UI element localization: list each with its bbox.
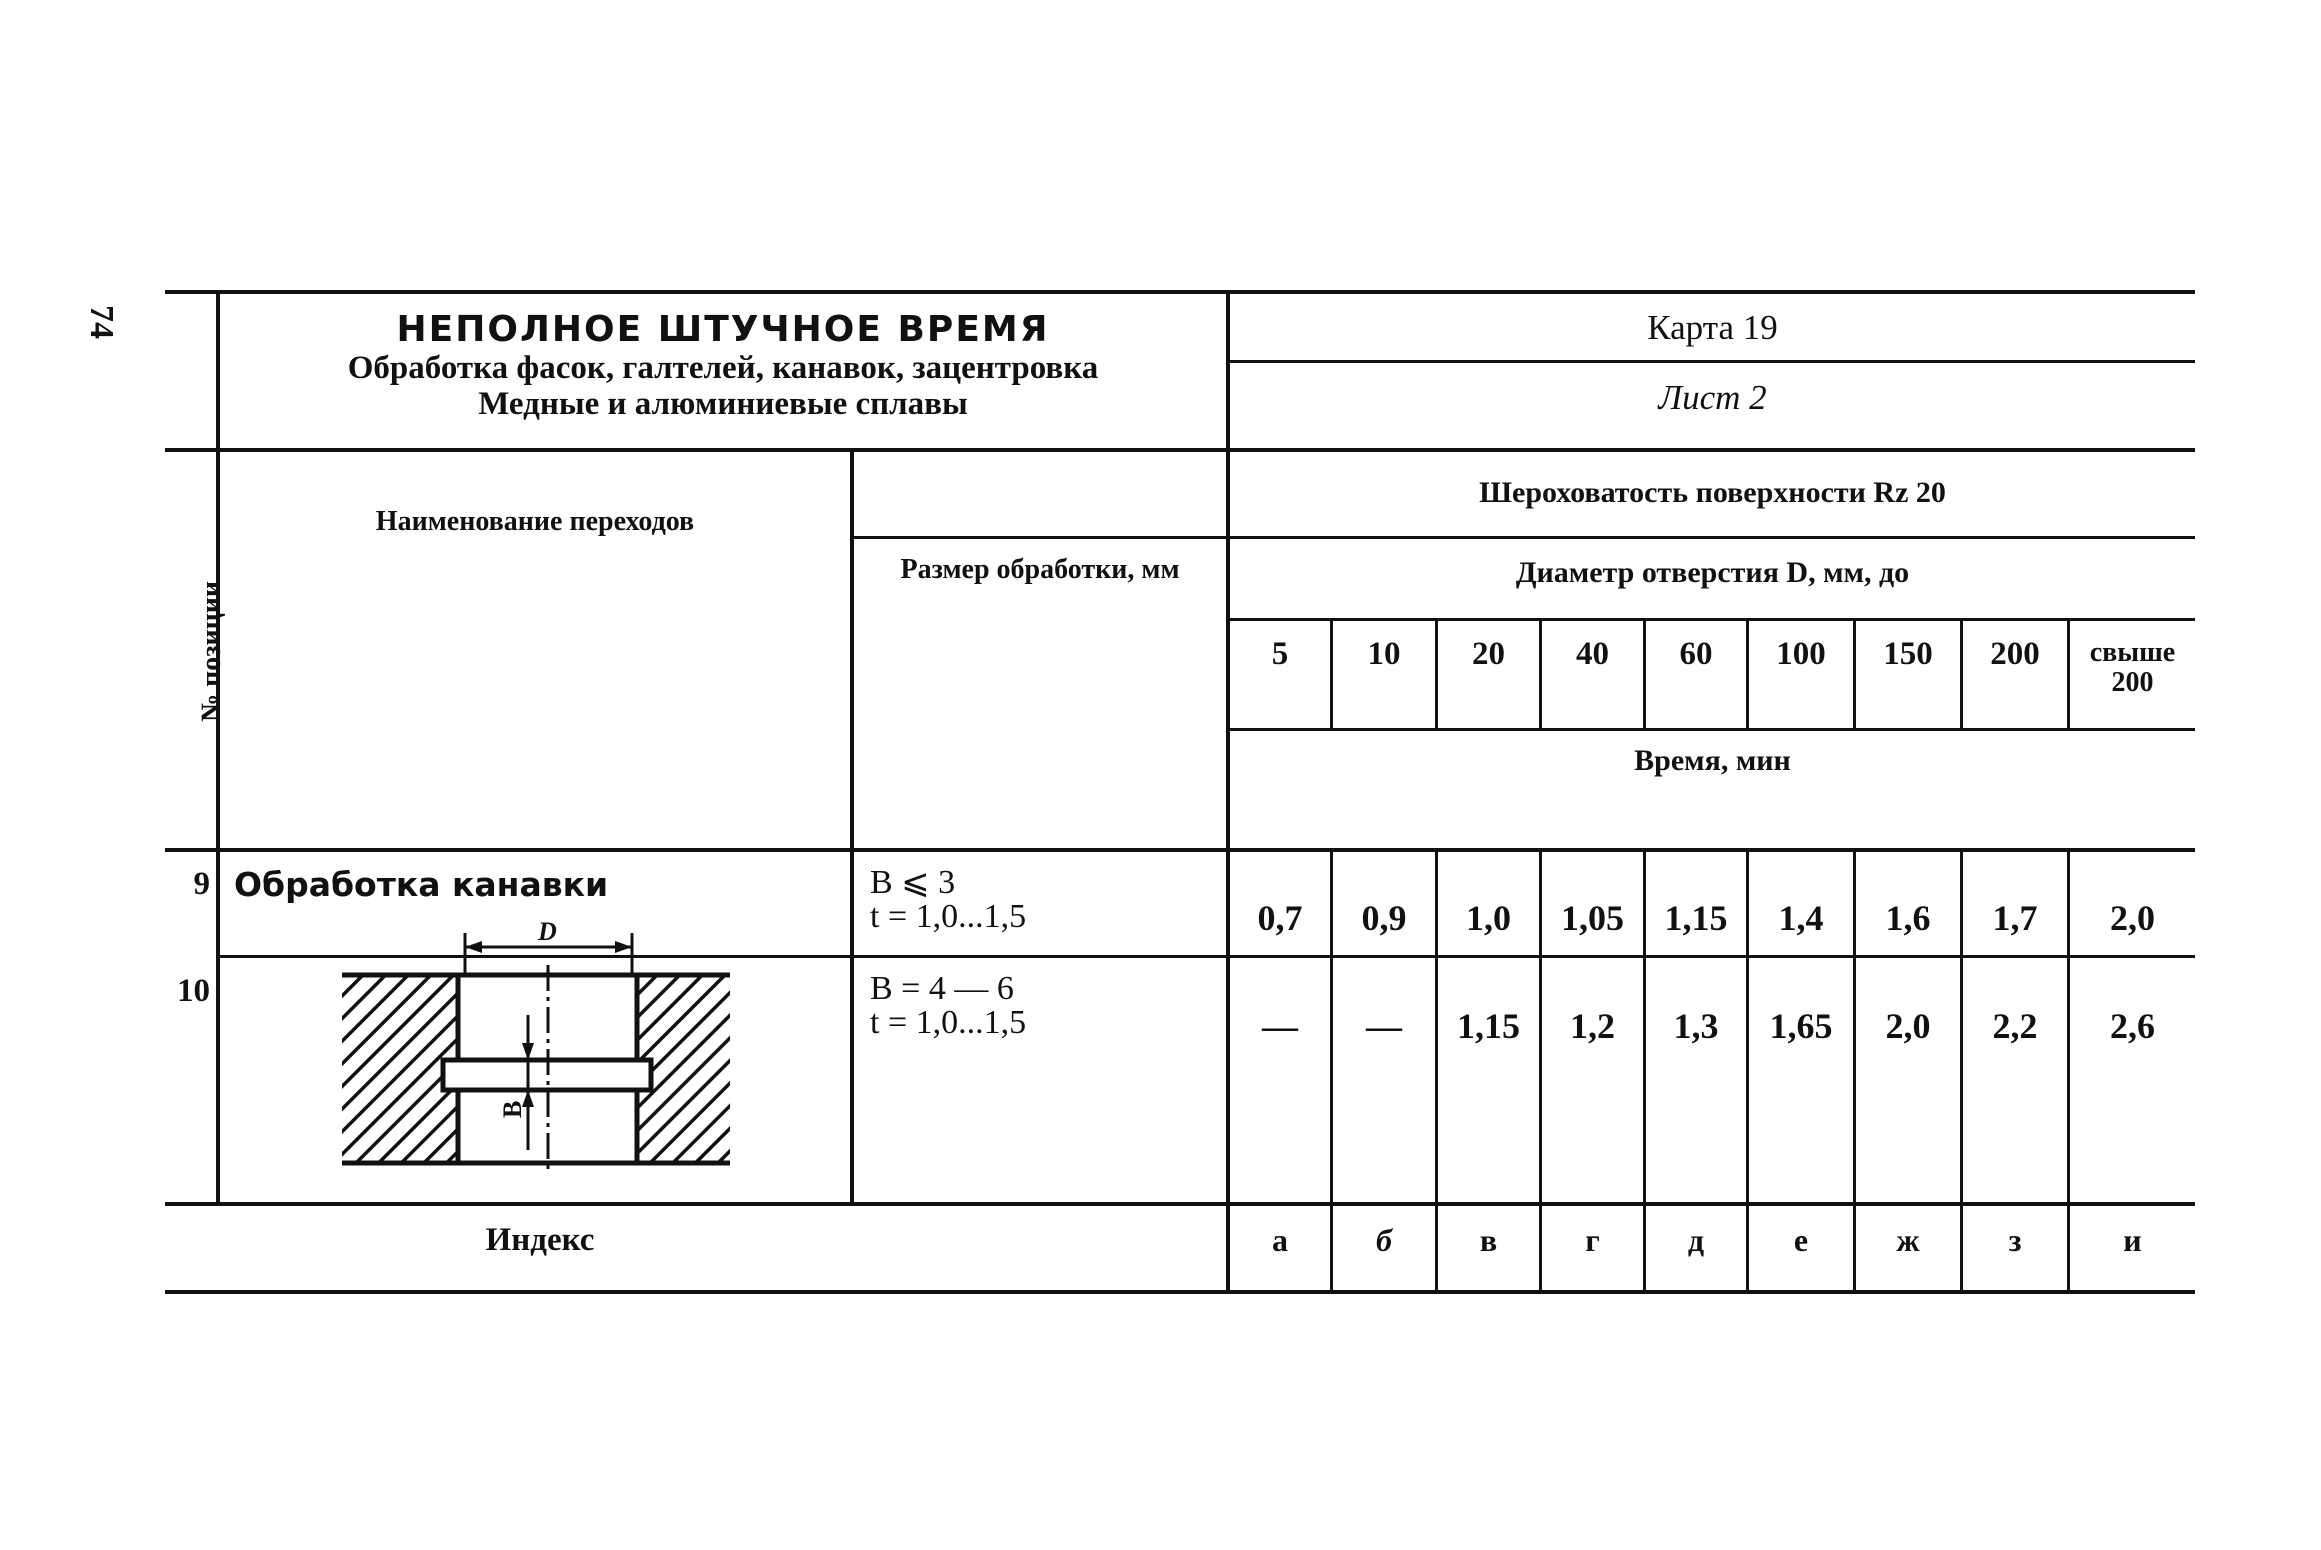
diameter-header: свыше 200 [2089,637,2176,698]
row-9-name: Обработка канавки [234,865,609,904]
index-letter: е [1793,1222,1809,1258]
diameter-header: 100 [1776,636,1826,672]
diameter-header: 200 [1990,636,2040,672]
table-cell: 1,2 [1570,1006,1615,1046]
diameter-header: 10 [1367,636,1401,672]
index-letter: в [1479,1222,1498,1258]
row-10-size-line-2: t = 1,0...1,5 [870,1004,1027,1041]
table-cell: 2,0 [1885,1006,1931,1046]
table-cell: 1,15 [1664,898,1728,938]
header-subtitle-2: Медные и алюминиевые сплавы [478,386,968,422]
table-cell: — [1262,1006,1298,1046]
index-letter: б [1376,1222,1392,1258]
column-position-no: № позиции [196,580,227,722]
diameter-header: 150 [1883,636,1933,672]
column-roughness: Шероховатость поверхности Rz 20 [1479,476,1946,509]
sheet-number: Лист 2 [1658,378,1767,417]
column-diameter: Диаметр отверстия D, мм, до [1515,556,1910,589]
row-9-position: 9 [193,866,210,902]
table-cell: 1,05 [1561,898,1624,938]
diameter-header: 20 [1472,636,1505,672]
column-time: Время, мин [1634,744,1791,777]
diameter-header: 5 [1271,636,1289,672]
row-10-position: 10 [177,973,210,1009]
column-transition-name: Наименование переходов [375,506,695,537]
index-letter: а [1272,1222,1288,1258]
table-cell: 0,7 [1257,898,1303,938]
table-cell: 2,2 [1992,1006,2038,1046]
diameter-header: 40 [1576,636,1609,672]
row-9-size-line-2: t = 1,0...1,5 [870,898,1027,935]
table-cell: 1,15 [1457,1006,1520,1046]
table-cell: 2,6 [2110,1006,2155,1046]
index-letter: ж [1896,1222,1920,1258]
index-letter: г [1585,1222,1600,1258]
table-cell: 1,7 [1992,898,2038,938]
table-cell: 1,0 [1466,898,1511,938]
table-cell: 1,3 [1673,1006,1719,1046]
table-cell: 1,6 [1885,898,1931,938]
sketch-label-b: B [498,1100,527,1118]
table-cell: 1,65 [1769,1006,1833,1046]
header-subtitle-1: Обработка фасок, галтелей, канавок, зацентровка [347,350,1099,386]
table-cell: 2,0 [2110,898,2155,938]
row-10-size-line-1: B = 4 — 6 [870,970,1014,1007]
table-cell: 1,4 [1778,898,1824,938]
header-title: НЕПОЛНОЕ ШТУЧНОЕ ВРЕМЯ [396,309,1050,350]
sketch-label-d: D [538,917,557,946]
column-processing-size: Размер обработки, мм [900,554,1180,585]
index-letter: и [2123,1222,2142,1258]
index-letter: з [2008,1222,2022,1258]
table-cell: — [1366,1006,1402,1046]
index-letter: д [1687,1222,1705,1258]
diameter-header: 60 [1679,636,1713,672]
groove-sketch [330,915,730,1175]
table-cell: 0,9 [1361,898,1407,938]
index-label: Индекс [485,1222,595,1258]
row-9-size-line-1: B ⩽ 3 [870,864,956,901]
card-number: Карта 19 [1647,308,1778,347]
page-number: 74 [83,305,120,339]
